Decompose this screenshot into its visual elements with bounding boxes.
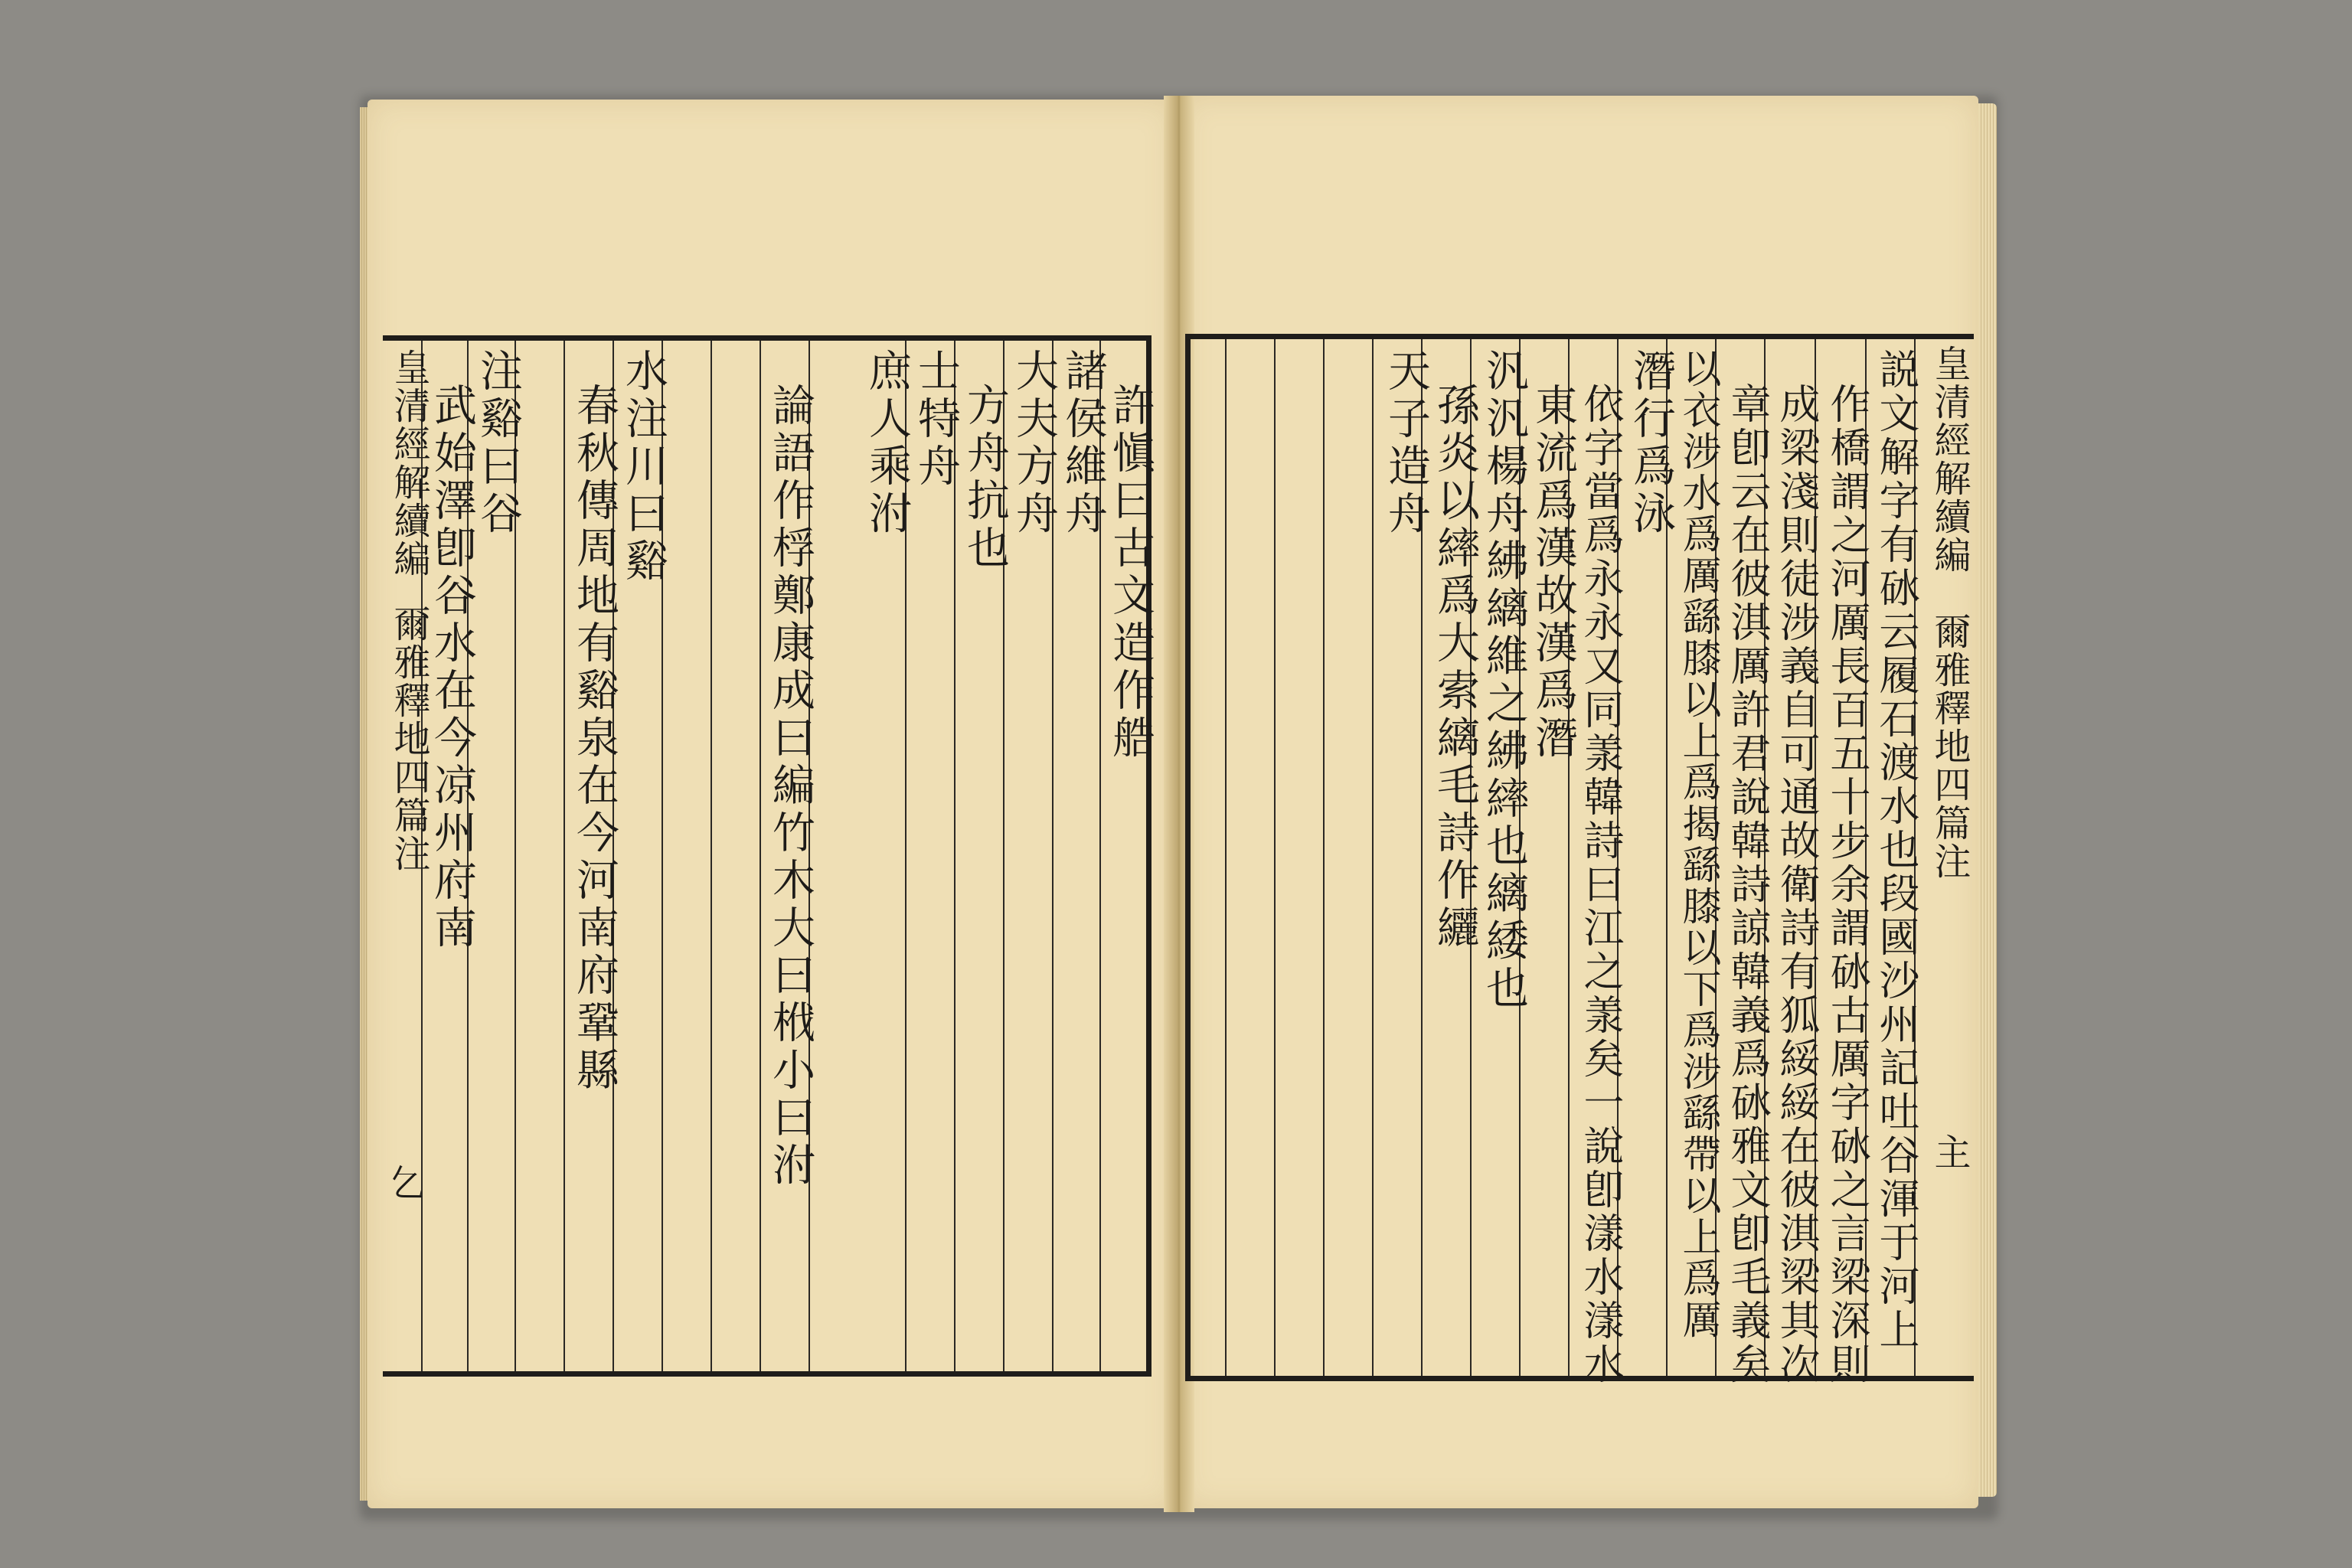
right-text-column: 説文解字有砅云履石渡水也段國沙州記吐谷渾于河上 (1873, 348, 1919, 1352)
right-text-column: 依字當爲永永又同羕韓詩曰江之羕矣一說卽漾水漾水 (1577, 383, 1624, 1387)
left-folio: 𠃉 (384, 1164, 426, 1202)
left-text-column: 士特舟 (911, 348, 961, 491)
column-rule (1323, 339, 1325, 1376)
left-text-column: 注谿曰谷 (473, 348, 523, 538)
left-text-column: 春秋傳周地有谿泉在今河南府鞏縣 (570, 383, 619, 1095)
right-text-column: 章卽云在彼淇厲許君說韓詩諒韓義爲砅雅文卽毛義矣 (1724, 383, 1771, 1387)
left-margin-section: 爾雅釋地四篇注 (387, 605, 430, 873)
left-text-column: 庶人乘泭 (862, 348, 912, 538)
column-rule (710, 341, 712, 1371)
left-text-column: 大夫方舟 (1009, 348, 1059, 538)
column-rule (1225, 339, 1227, 1376)
left-margin-title: 皇清經解續編 (387, 348, 430, 578)
column-rule (1274, 339, 1276, 1376)
right-text-column: 汎汎楊舟紼縭維之紼繂也縭緌也 (1479, 348, 1529, 1013)
right-text-column: 成梁淺則徒涉義自可通故衛詩有狐綏綏在彼淇梁其次 (1773, 383, 1820, 1387)
right-text-column: 孫炎以繂爲大索縭毛詩作纚 (1430, 383, 1480, 952)
right-page-edges (1978, 103, 1997, 1497)
right-text-column: 潛行爲泳 (1626, 348, 1676, 538)
right-text-column: 以衣涉水爲厲繇膝以上爲揭繇膝以下爲涉繇帶以上爲厲 (1675, 348, 1720, 1341)
left-text-column: 許愼曰古文造作艁 (1106, 383, 1155, 763)
right-margin-section: 爾雅釋地四篇注 (1928, 612, 1971, 880)
left-text-column: 水注川曰谿 (619, 348, 668, 586)
right-text-column: 天子造舟 (1381, 348, 1431, 538)
column-rule (954, 341, 956, 1371)
right-text-column: 東流爲漢故漢爲潛 (1528, 383, 1578, 763)
right-margin-title: 皇清經解續編 (1928, 345, 1971, 574)
column-rule (760, 341, 761, 1371)
left-text-column: 論語作桴鄭康成曰編竹木大曰栰小曰泭 (766, 383, 815, 1190)
left-text-column: 武始澤卽谷水在今凉州府南 (427, 383, 477, 952)
left-text-column: 諸侯維舟 (1058, 348, 1108, 538)
column-rule (1372, 339, 1374, 1376)
column-rule (564, 341, 565, 1371)
right-folio: 主 (1928, 1133, 1971, 1171)
right-text-column: 作橋謂之河厲長百五十步余謂砅古厲字砅之言梁深則 (1824, 383, 1870, 1387)
left-text-column: 方舟抗也 (960, 383, 1010, 573)
